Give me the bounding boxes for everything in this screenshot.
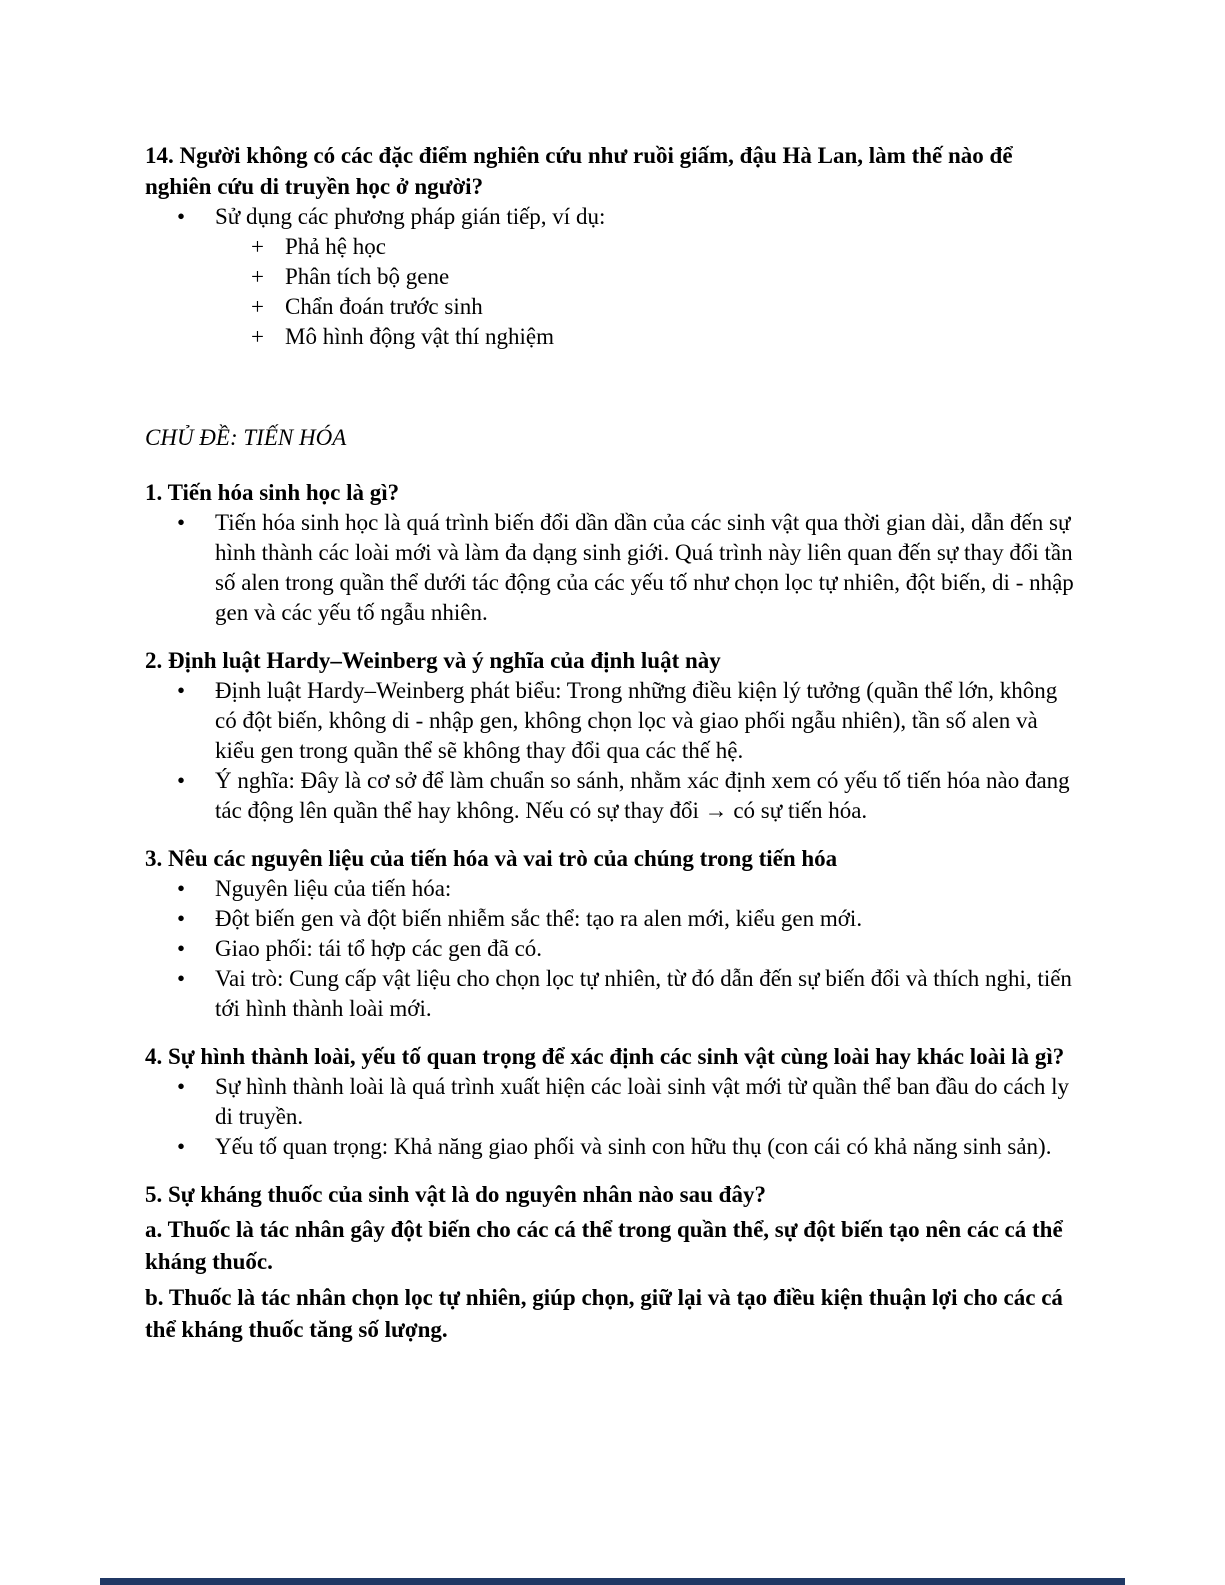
sub-item-text: Phả hệ học	[285, 234, 386, 259]
page-bottom-bar	[100, 1578, 1125, 1585]
bullet-icon: •	[177, 906, 186, 931]
question-2-title: 2. Định luật Hardy–Weinberg và ý nghĩa của định luật này	[145, 648, 721, 673]
plus-icon: +	[251, 234, 264, 259]
bullet-text: Định luật Hardy–Weinberg phát biểu: Trong những điều kiện lý tưởng (quần thể lớn, không có đột biến, không di - nhập gen, không chọn lọc và giao phối ngẫu nhiên), tần số alen và kiểu gen trong quần thể sẽ không thay đổi qua các thế hệ.	[215, 678, 1058, 763]
bullet-text: Sự hình thành loài là quá trình xuất hiện các loài sinh vật mới từ quần thể ban đầu do cách ly di truyền.	[215, 1074, 1070, 1129]
bullet-icon: •	[177, 768, 186, 793]
bullet-icon: •	[177, 510, 186, 535]
bullet-icon: •	[177, 1134, 186, 1159]
bullet-icon: •	[177, 678, 186, 703]
question-5-title: 5. Sự kháng thuốc của sinh vật là do nguyên nhân nào sau đây?	[145, 1182, 766, 1207]
question-14	[145, 140, 1083, 352]
bullet-icon: •	[177, 936, 186, 961]
question-3-title: 3. Nêu các nguyên liệu của tiến hóa và vai trò của chúng trong tiến hóa	[145, 846, 838, 871]
list-item	[145, 1132, 1083, 1162]
plus-icon: +	[251, 264, 264, 289]
sub-item-text: Phân tích bộ gene	[285, 264, 450, 289]
bullet-text: Tiến hóa sinh học là quá trình biến đổi dần dần của các sinh vật qua thời gian dài, dẫn đến sự hình thành các loài mới và làm đa dạng sinh giới. Quá trình này liên quan đến sự thay đổi tần số alen trong quần thể dưới tác động của các yếu tố như chọn lọc tự nhiên, đột biến, di - nhập gen và các yếu tố ngẫu nhiên.	[215, 510, 1074, 625]
question-4-title: 4. Sự hình thành loài, yếu tố quan trọng để xác định các sinh vật cùng loài hay khác loài là gì?	[145, 1044, 1065, 1069]
sub-item-text: Mô hình động vật thí nghiệm	[285, 324, 554, 349]
question-1-title: 1. Tiến hóa sinh học là gì?	[145, 480, 400, 505]
question-14-title: 14. Người không có các đặc điểm nghiên cứu như ruồi giấm, đậu Hà Lan, làm thế nào để nghiên cứu di truyền học ở người?	[145, 143, 1013, 199]
sub-item-text: Chẩn đoán trước sinh	[285, 294, 483, 319]
list-item	[145, 904, 1083, 934]
plus-icon: +	[251, 324, 264, 349]
bullet-icon: •	[177, 204, 186, 229]
question-5-option-a: a. Thuốc là tác nhân gây đột biến cho các cá thể trong quần thể, sự đột biến tạo nên các cá thể kháng thuốc.	[145, 1217, 1063, 1274]
bullet-text: Sử dụng các phương pháp gián tiếp, ví dụ:	[215, 204, 606, 229]
list-item	[145, 676, 1083, 766]
topic-heading: CHỦ ĐỀ: TIẾN HÓA	[145, 425, 347, 450]
list-item	[145, 964, 1083, 1024]
plus-icon: +	[251, 294, 264, 319]
list-item	[145, 262, 1083, 292]
list-item	[145, 874, 1083, 904]
bullet-text: Nguyên liệu của tiến hóa:	[215, 876, 452, 901]
document-page-content	[145, 140, 1083, 1363]
bullet-icon: •	[177, 1074, 186, 1099]
question-4	[145, 1041, 1083, 1162]
question-5	[145, 1179, 1083, 1346]
bullet-text: Vai trò: Cung cấp vật liệu cho chọn lọc tự nhiên, từ đó dẫn đến sự biến đổi và thích nghi, tiến tới hình thành loài mới.	[215, 966, 1072, 1021]
list-item	[145, 1072, 1083, 1132]
bullet-text: Ý nghĩa: Đây là cơ sở để làm chuẩn so sánh, nhằm xác định xem có yếu tố tiến hóa nào đang tác động lên quần thể hay không. Nếu có sự thay đổi → có sự tiến hóa.	[215, 768, 1070, 823]
list-item	[145, 934, 1083, 964]
question-5-option-b: b. Thuốc là tác nhân chọn lọc tự nhiên, giúp chọn, giữ lại và tạo điều kiện thuận lợi cho các cá thể kháng thuốc tăng số lượng.	[145, 1285, 1063, 1342]
list-item	[145, 292, 1083, 322]
question-2	[145, 645, 1083, 826]
list-item	[145, 766, 1083, 826]
list-item	[145, 232, 1083, 262]
bullet-text: Đột biến gen và đột biến nhiễm sắc thể: tạo ra alen mới, kiểu gen mới.	[215, 906, 863, 931]
bullet-icon: •	[177, 966, 186, 991]
question-3	[145, 843, 1083, 1024]
bullet-icon: •	[177, 876, 186, 901]
list-item	[145, 322, 1083, 352]
bullet-text: Yếu tố quan trọng: Khả năng giao phối và sinh con hữu thụ (con cái có khả năng sinh sản).	[215, 1134, 1052, 1159]
question-1	[145, 477, 1083, 628]
list-item	[145, 202, 1083, 232]
bullet-text: Giao phối: tái tổ hợp các gen đã có.	[215, 936, 543, 961]
list-item	[145, 508, 1083, 628]
